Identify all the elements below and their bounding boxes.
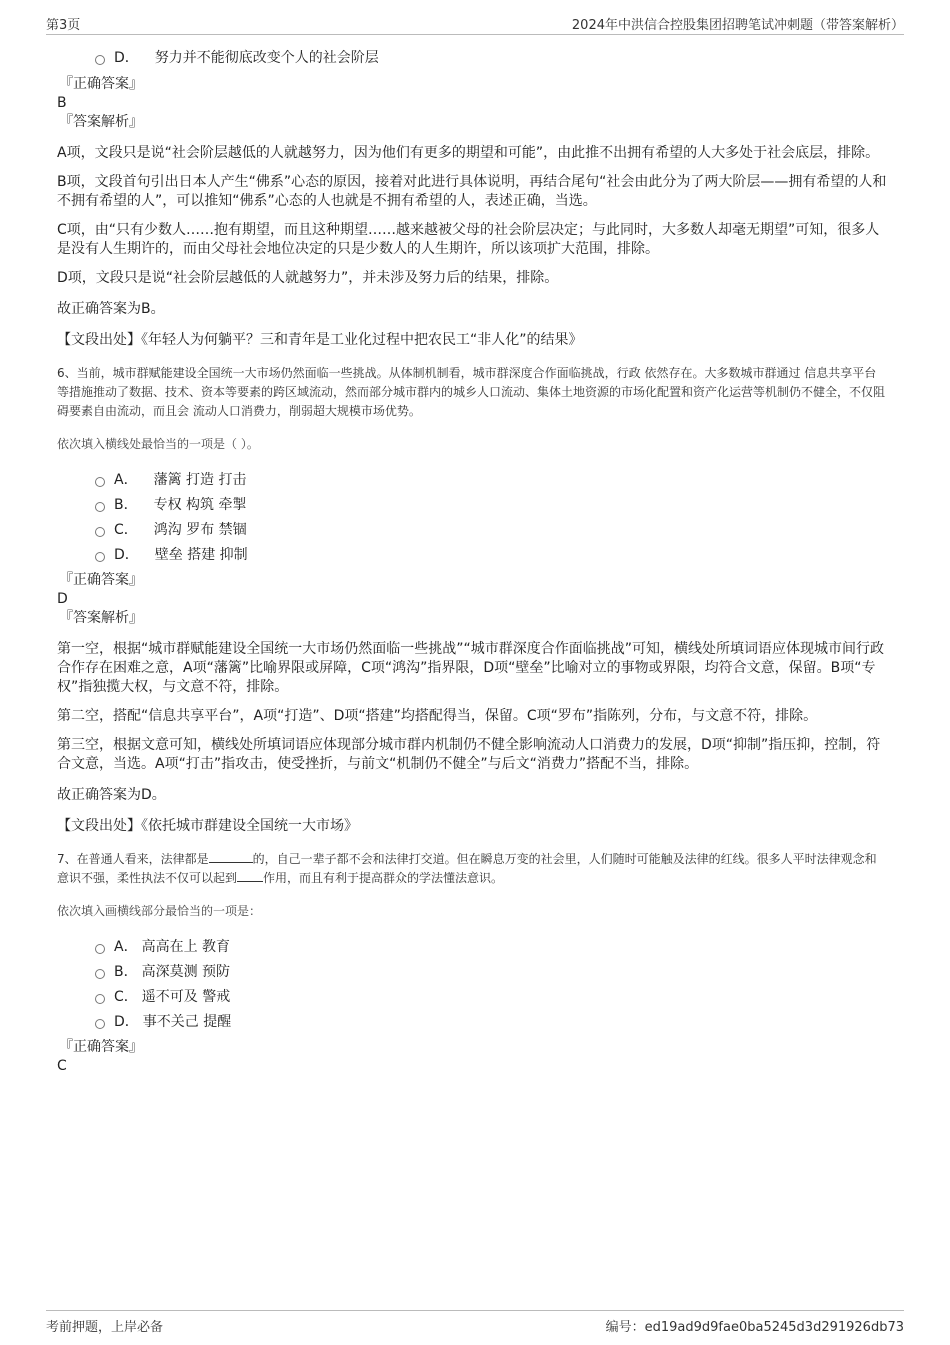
source-citation: 【文段出处】《年轻人为何躺平？三和青年是工业化过程中把农民工“非人化”的结果》	[57, 332, 583, 348]
footer-slogan: 考前押题，上岸必备	[46, 1320, 164, 1335]
radio-icon[interactable]	[95, 994, 105, 1004]
analysis-conclusion: 故正确答案为B。	[57, 301, 165, 317]
option-c[interactable]: C． 鸿沟 罗布 禁锢	[95, 516, 888, 541]
option-b[interactable]: B． 高深莫测 预防	[95, 958, 888, 983]
analysis-label: 『答案解析』	[59, 114, 143, 130]
option-d[interactable]: D． 壁垒 搭建 抑制	[95, 541, 888, 566]
source-citation: 【文段出处】《依托城市群建设全国统一大市场》	[57, 818, 358, 834]
answer-label: 『正确答案』	[59, 76, 143, 92]
analysis-paragraph: C项，由“只有少数人……抱有期望，而且这种期望……越来越被父母的社会阶层决定；与此同时，大多数人却毫无期望”可知，很多人是没有人生期许的，而由父母社会地位决定的只是少数人的人生期许，所以该项扩大范围，排除。	[57, 222, 880, 257]
answer-value: D	[57, 591, 68, 607]
radio-icon[interactable]	[95, 552, 105, 562]
blank-line	[237, 869, 263, 882]
option-d[interactable]: D． 事不关己 提醒	[95, 1008, 888, 1033]
analysis-paragraph: D项，文段只是说“社会阶层越低的人就越努力”，并未涉及努力后的结果，排除。	[57, 270, 559, 286]
option-a[interactable]: A． 藩篱 打造 打击	[95, 466, 888, 491]
question-7-options	[57, 933, 888, 1033]
page-content	[57, 44, 888, 1075]
analysis-paragraph: 第三空，根据文意可知，横线处所填词语应体现部分城市群内机制仍不健全影响流动人口消费力的发展，D项“抑制”指压抑，控制，符合文意，当选。A项“打击”指攻击，使受挫折，与前文“机制仍不健全”与后文“消费力”搭配不当，排除。	[57, 737, 881, 772]
answer-label: 『正确答案』	[59, 1039, 143, 1055]
radio-icon[interactable]	[95, 1019, 105, 1029]
page-number: 第3页	[46, 18, 81, 33]
radio-icon[interactable]	[95, 527, 105, 537]
option-d-prev[interactable]: D． 努力并不能彻底改变个人的社会阶层	[95, 44, 888, 69]
analysis-label: 『答案解析』	[59, 610, 143, 626]
analysis-paragraph: B项，文段首句引出日本人产生“佛系”心态的原因，接着对此进行具体说明，再结合尾句“社会由此分为了两大阶层——拥有希望的人和不拥有希望的人”，可以推知“佛系”心态的人也就是不拥有希望的人，表述正确，当选。	[57, 174, 887, 209]
answer-value: C	[57, 1058, 67, 1074]
question-7-text: 7、在普通人看来，法律都是 的，自己一辈子都不会和法律打交道。但在瞬息万变的社会里，人们随时可能触及法律的红线。很多人平时法律观念和意识不强，柔性执法不仅可以起到 作用，而且有利于提高群众的学法懂法意识。	[57, 852, 877, 885]
radio-icon[interactable]	[95, 477, 105, 487]
question-6-prompt: 依次填入横线处最恰当的一项是（ ）。	[57, 437, 259, 451]
blank-line	[209, 850, 253, 863]
document-title: 2024年中洪信合控股集团招聘笔试冲刺题（带答案解析）	[571, 18, 904, 33]
question-6-text: 6、当前，城市群赋能建设全国统一大市场仍然面临一些挑战。从体制机制看，城市群深度合作面临挑战，行政 依然存在。大多数城市群通过 信息共享平台等措施推动了数据、技术、资本等要素的跨区域流动，然而部分城市群内的城乡人口流动、集体土地资源的市场化配置和资产化运营等机制仍不健全，不仅阻碍要素自由流动，而且会 流动人口消费力，削弱超大规模市场优势。	[57, 366, 886, 418]
analysis-paragraph: 第二空，搭配“信息共享平台”，A项“打造”、D项“搭建”均搭配得当，保留。C项“罗布”指陈列，分布，与文意不符，排除。	[57, 708, 818, 724]
analysis-conclusion: 故正确答案为D。	[57, 787, 166, 803]
question-6-options	[57, 466, 888, 566]
radio-icon[interactable]	[95, 502, 105, 512]
radio-icon[interactable]	[95, 55, 105, 65]
answer-label: 『正确答案』	[59, 572, 143, 588]
option-a[interactable]: A． 高高在上 教育	[95, 933, 888, 958]
option-c[interactable]: C． 遥不可及 警戒	[95, 983, 888, 1008]
radio-icon[interactable]	[95, 969, 105, 979]
option-b[interactable]: B． 专权 构筑 牵掣	[95, 491, 888, 516]
answer-value: B	[57, 95, 67, 111]
analysis-paragraph: A项，文段只是说“社会阶层越低的人就越努力，因为他们有更多的期望和可能”，由此推不出拥有希望的人大多处于社会底层，排除。	[57, 145, 880, 161]
analysis-paragraph: 第一空，根据“城市群赋能建设全国统一大市场仍然面临一些挑战”“城市群深度合作面临挑战”可知，横线处所填词语应体现城市间行政合作存在困难之意，A项“藩篱”比喻界限或屏障，C项“鸿沟”指界限，D项“壁垒”比喻对立的事物或界限，均符合文意，保留。B项“专权”指独揽大权，与文意不符，排除。	[57, 641, 885, 695]
page-footer	[46, 1310, 904, 1337]
document-code: 编号：ed19ad9d9fae0ba5245d3d291926db73	[605, 1320, 904, 1335]
radio-icon[interactable]	[95, 944, 105, 954]
page-header	[46, 14, 904, 35]
question-7-prompt: 依次填入画横线部分最恰当的一项是：	[57, 904, 262, 918]
